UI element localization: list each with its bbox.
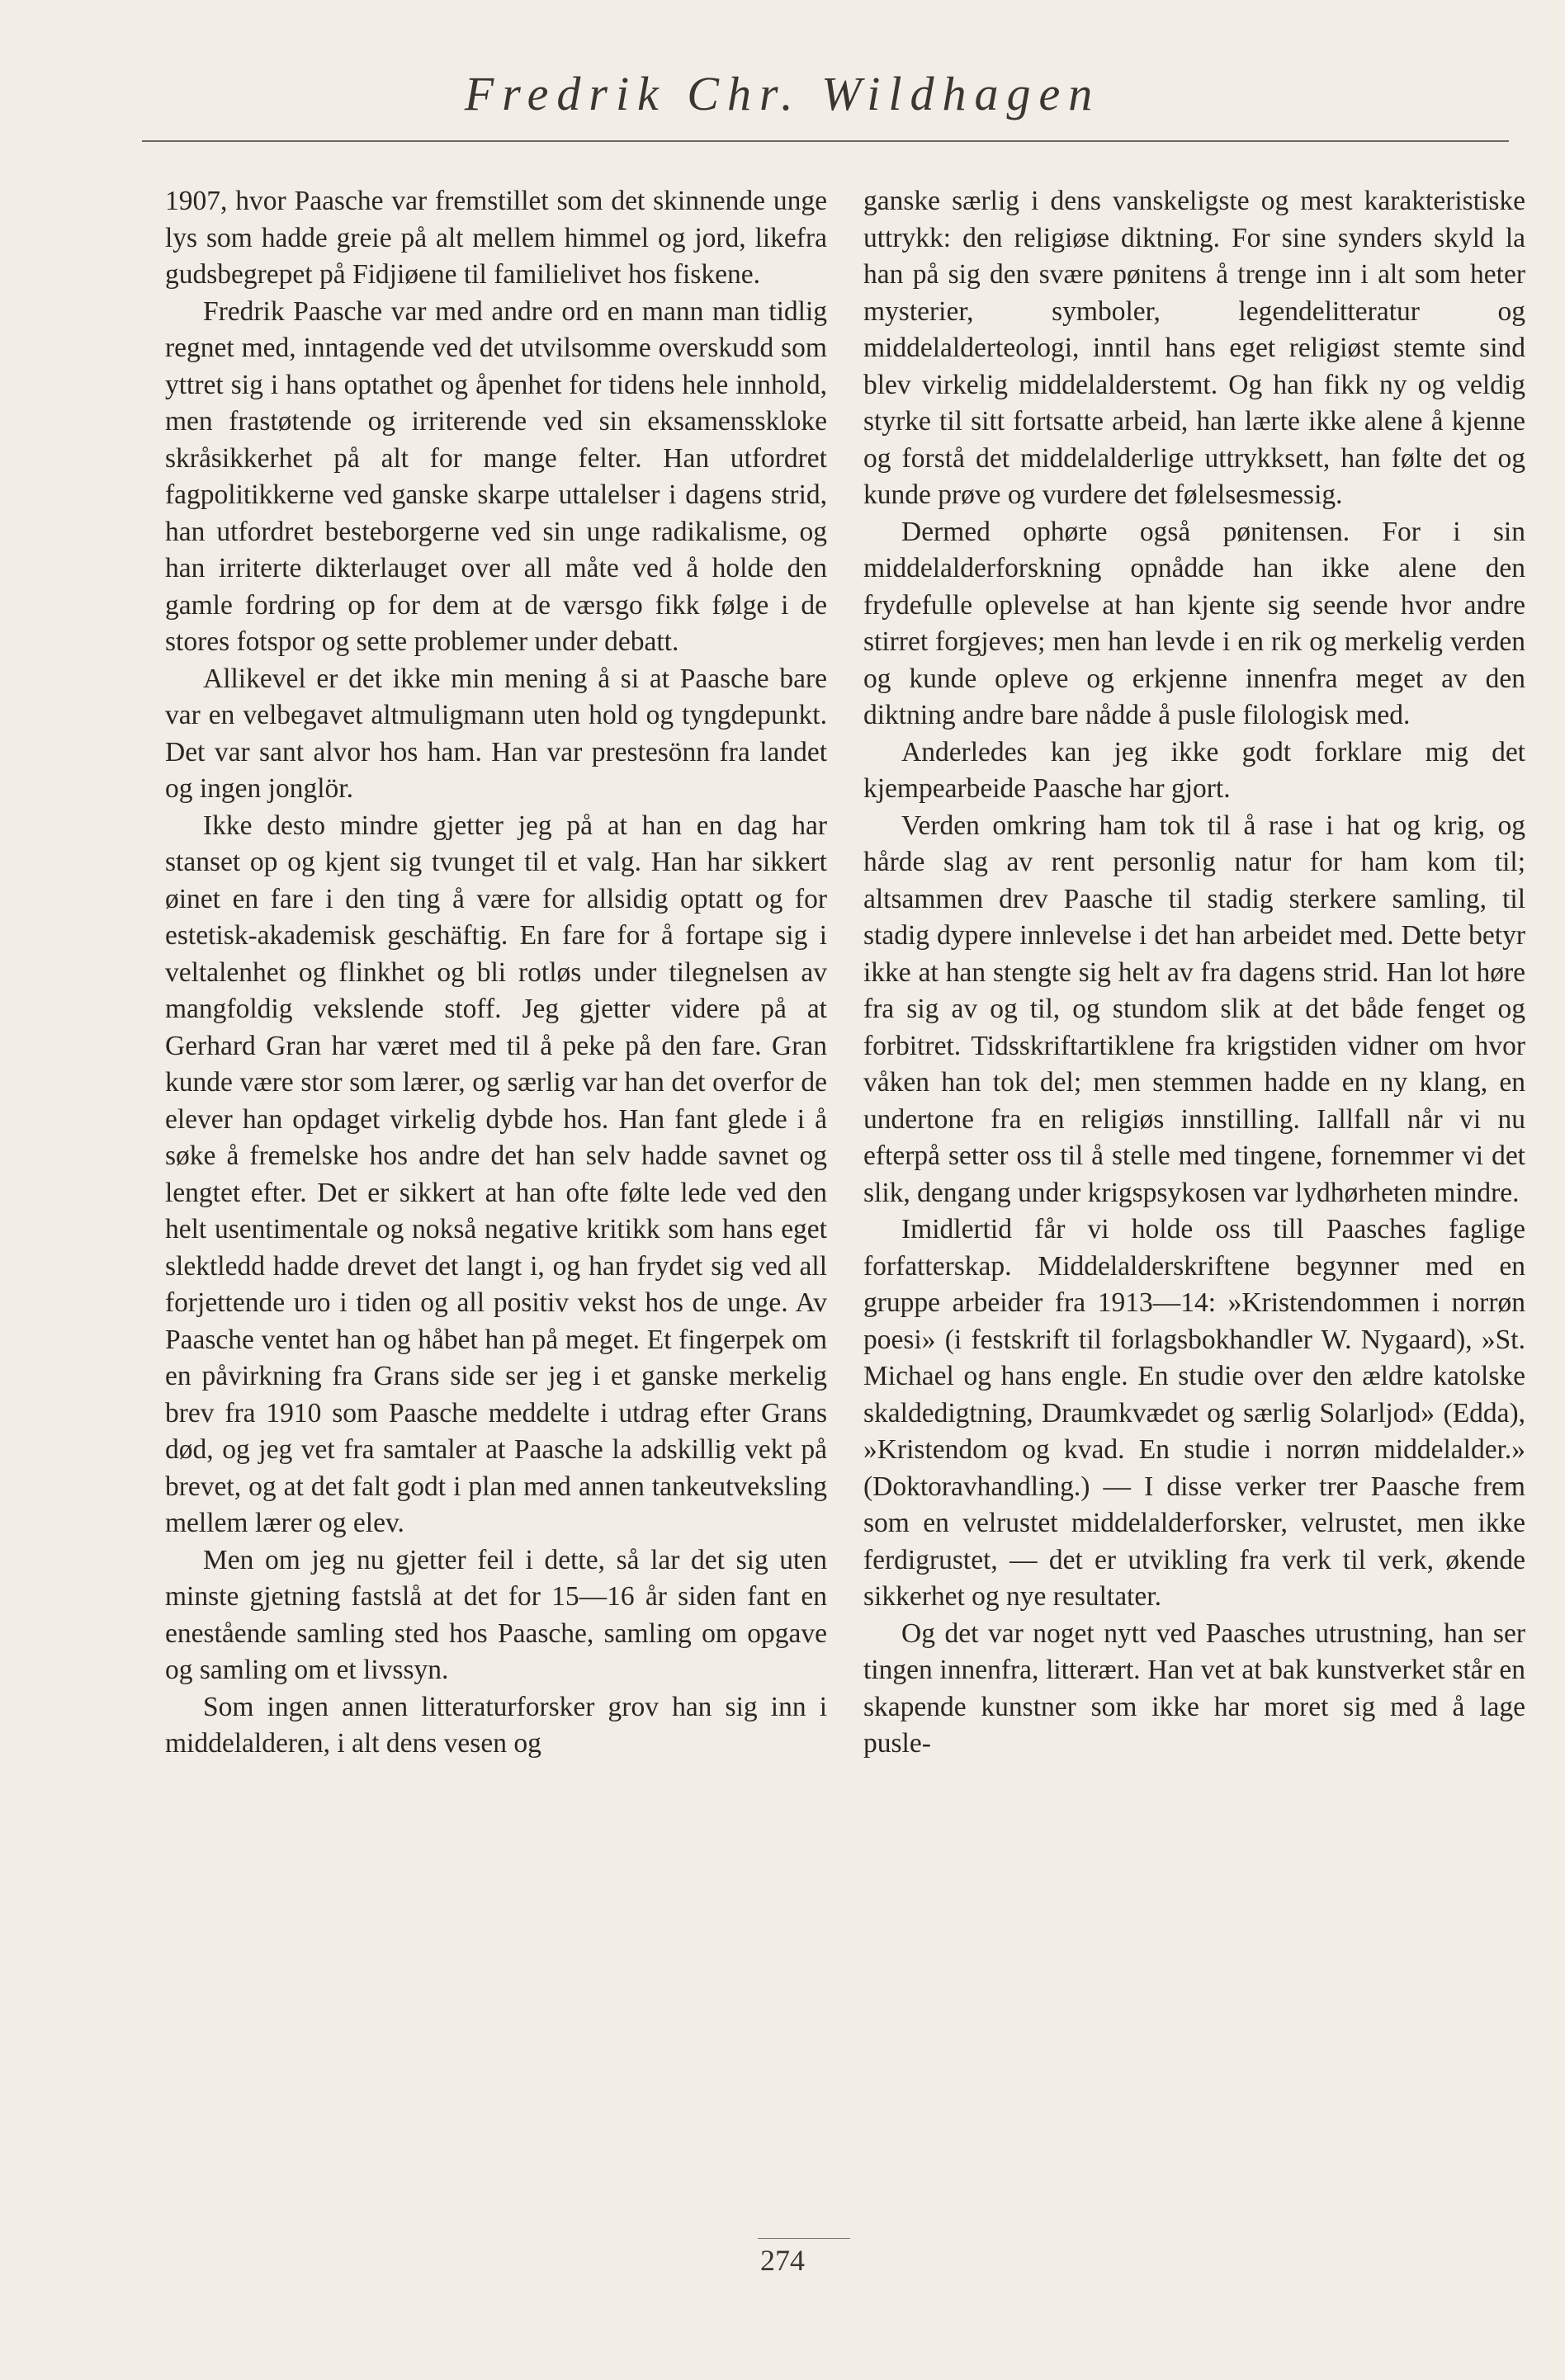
header-rule [142,140,1509,142]
left-column [165,183,827,1763]
paragraph: 1907, hvor Paasche var fremstillet som det skinnende unge lys som hadde greie på alt mellem himmel og jord, likefra gudsbegrepet på Fidjiøene til familielivet hos fiskene. [165,186,827,290]
paragraph: Imidlertid får vi holde oss till Paasches faglige forfatterskap. Middelalderskriftene begynner med en gruppe arbeider fra 1913—14: »Kristendommen i norrøn poesi» (i festskrift til forlagsbokhandler W. Nygaard), »St. Michael og hans engle. En studie over den ældre katolske skaldedigtning, Draumkvædet og særlig Solarljod» (Edda), »Kristendom og kvad. En studie i norrøn middelalder.» (Doktoravhandling.) — I disse verker trer Paasche frem som en velrustet middelalderforsker, velrustet, men ikke ferdigrustet, — det er utvikling fra verk til verk, økende sikkerhet og nye resultater. [863,1214,1525,1612]
paragraph: Som ingen annen litteraturforsker grov han sig inn i middelalderen, i alt dens vesen og [165,1691,827,1759]
running-header: Fredrik Chr. Wildhagen [464,67,1101,120]
folio-rule [758,2238,850,2239]
paragraph: Anderledes kan jeg ikke godt forklare mig det kjempearbeide Paasche har gjort. [863,736,1525,804]
paragraph: Dermed ophørte også pønitensen. For i sin middelalderforskning opnådde han ikke alene den frydefulle oplevelse at han kjente sig seende hvor andre stirret forgjeves; men han levde i en rik og merkelig verden og kunde opleve og erkjenne innenfra meget av den diktning andre bare nådde å pusle filologisk med. [863,516,1525,730]
paragraph: Men om jeg nu gjetter feil i dette, så lar det sig uten minste gjetning fastslå at det for 15—16 år siden fant en enestående samling sted hos Paasche, samling om opgave og samling om et livssyn. [165,1544,827,1685]
paragraph: Allikevel er det ikke min mening å si at Paasche bare var en velbegavet altmuligmann uten hold og tyngdepunkt. Det var sant alvor hos ham. Han var prestesönn fra landet og ingen jonglör. [165,663,827,804]
paragraph: Verden omkring ham tok til å rase i hat og krig, og hårde slag av rent personlig natur for ham kom til; altsammen drev Paasche til stadig sterkere samling, til stadig dypere innlevelse i det han arbeidet med. Dette betyr ikke at han stengte sig helt av fra dagens strid. Han lot høre fra sig av og til, og stundom slik at det både fenget og forbitret. Tidsskriftartiklene fra krigstiden vidner om hvor våken han tok del; men stemmen hadde en ny klang, en undertone fra en religiøs innstilling. Iallfall når vi nu efterpå setter oss til å stelle med tingene, fornemmer vi det slik, dengang under krigspsykosen var lydhørheten mindre. [863,810,1525,1208]
paragraph: Ikke desto mindre gjetter jeg på at han en dag har stanset op og kjent sig tvunget til et valg. Han har sikkert øinet en fare i den ting å være for allsidig optatt og for estetisk-akademisk geschäftig. En fare for å fortape sig i veltalenhet og flinkhet og bli rotløs under tilegnelsen av mangfoldig vekslende stoff. Jeg gjetter videre på at Gerhard Gran har været med til å peke på den fare. Gran kunde være stor som lærer, og særlig var han det overfor de elever han opdaget virkelig dybde hos. Han fant glede i å søke å fremelske hos andre det han selv hadde savnet og lengtet efter. Det er sikkert at han ofte følte lede ved den helt usentimentale og nokså negative kritikk som hans eget slektledd hadde drevet det langt i, og han frydet sig ved all forjettende uro i tiden og all positiv vekst hos de unge. Av Paasche ventet han og håbet han på meget. Et fingerpek om en påvirkning fra Grans side ser jeg i et ganske merkelig brev fra 1910 som Paasche meddelte i utdrag efter Grans død, og jeg vet fra samtaler at Paasche la adskillig vekt på brevet, og at det falt godt i plan med annen tankeutveksling mellem lærer og elev. [165,810,827,1538]
paragraph: Og det var noget nytt ved Paasches utrustning, han ser tingen innenfra, litterært. Han vet at bak kunstverket står en skapende kunstner som ikke har moret sig med å lage pusle- [863,1617,1525,1759]
right-column [863,183,1525,1763]
page-number: 274 [760,2244,805,2277]
paragraph: Fredrik Paasche var med andre ord en mann man tidlig regnet med, inntagende ved det utvilsomme overskudd som yttret sig i hans optathet og åpenhet for tidens hele innhold, men frastøtende og irriterende ved sin eksamensskloke skråsikkerhet på alt for mange felter. Han utfordret fagpolitikkerne ved ganske skarpe uttalelser i dagens strid, han utfordret besteborgerne ved sin unge radikalisme, og han irriterte dikterlauget over all måte ved å holde den gamle fordring op for dem at de værsgo fikk følge i de stores fotspor og sette problemer under debatt. [165,295,827,657]
paragraph: ganske særlig i dens vanskeligste og mest karakteristiske uttrykk: den religiøse diktning. For sine synders skyld la han på sig den svære pønitens å trenge inn i alt som heter mysterier, symboler, legendelitteratur og middelalderteologi, inntil hans eget religiøst stemte sind blev virkelig middelalderstemt. Og han fikk ny og veldig styrke til sitt fortsatte arbeid, han lærte ikke alene å kjenne og forstå det middelalderlige uttrykksett, han følte det og kunde prøve og vurdere det følelsesmessig. [863,186,1525,510]
